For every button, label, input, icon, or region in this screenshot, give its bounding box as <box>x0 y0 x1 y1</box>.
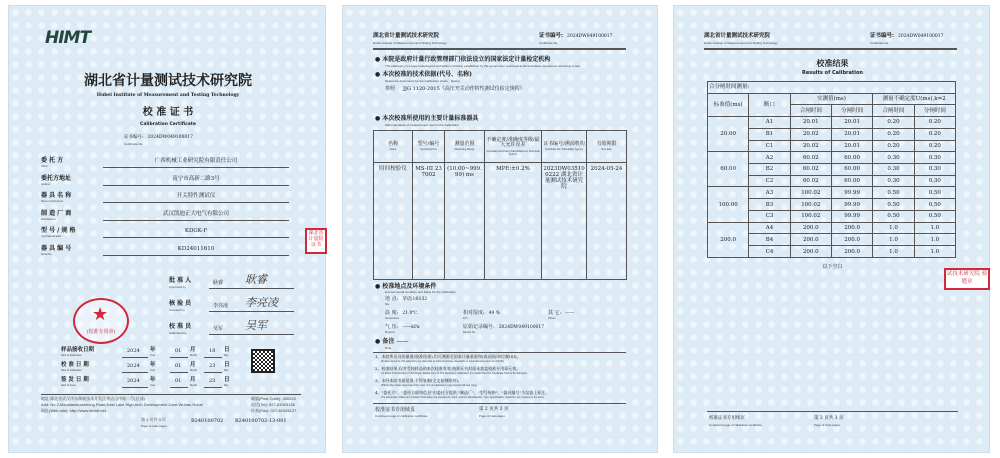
table-cell: 0.30 <box>914 164 955 176</box>
column-header: 不确定度/准确度等级/最大允许误差 Uncertainty/Accuracy Class/Maximum Permissible Error <box>485 131 542 163</box>
header-institute: 湖北省计量测试技术研究院 <box>373 33 440 39</box>
date-month: 01 <box>175 348 182 354</box>
field-value: 武汉凯迪正大电气有限公司 <box>162 210 229 217</box>
bullet-legal-en: This laboratory is a legal metrological verification institution established by the government metrological administrative department according to law. <box>385 64 581 68</box>
signatory-name: 吴军 <box>213 326 224 332</box>
certificate-title-en: Calibration Certificate <box>140 122 196 127</box>
table-cell: 200.0 <box>831 222 872 234</box>
table-row <box>708 187 956 199</box>
table-cell: 0.20 <box>873 140 914 152</box>
field-label: 型 号 / 规 格 <box>41 227 76 234</box>
column-header: 型号/编号 Type/Serial No. <box>413 131 445 163</box>
table-row <box>708 152 956 164</box>
date-day: 23 <box>209 363 216 369</box>
page-number-en: Page of total pages <box>814 423 840 427</box>
table-cell: 100.02 <box>790 210 831 222</box>
table-cell: 60.00 <box>831 152 872 164</box>
date-month: 01 <box>175 378 182 384</box>
field-value: 开关特性测试仪 <box>176 193 216 199</box>
report-code: B240100702 <box>191 418 224 424</box>
table-cell: 1.0 <box>873 222 914 234</box>
certificate-title: 校 准 证 书 <box>142 107 194 118</box>
table-cell: 20.01 <box>831 128 872 140</box>
standard-value: 60.00 <box>708 152 749 187</box>
table-cell: 99.99 <box>831 210 872 222</box>
table-cell: 0.20 <box>914 140 955 152</box>
date-year: 2024 <box>127 348 140 354</box>
table-cell: 20.01 <box>831 117 872 129</box>
date-unit-en: Year <box>150 369 156 372</box>
date-unit-en: Year <box>150 354 156 357</box>
date-underline <box>122 387 148 388</box>
date-unit-en: Month <box>190 369 197 372</box>
table-cell: B4 <box>749 234 790 246</box>
table-cell: 200.0 <box>831 246 872 258</box>
field-label: 器 具 编 号 <box>41 244 72 252</box>
table-cell: 0.50 <box>873 210 914 222</box>
date-unit: 年 <box>150 377 156 383</box>
note-item-en: The information Client and Contact Information are provided by client, and the Manufacturer, Type Specification, Serial No. are marked on the items. <box>381 396 545 399</box>
date-underline <box>122 357 148 358</box>
env-record-value: 2024DW049100017 <box>498 325 545 330</box>
field-label-en: Manufacturer <box>41 217 56 221</box>
table-cell: 0.30 <box>873 164 914 176</box>
cert-no-label-en: Certificate No. <box>124 142 144 146</box>
qr-code[interactable] <box>251 349 275 373</box>
table-cell: B1 <box>749 128 790 140</box>
himt-logo: HIMT <box>45 28 91 48</box>
reference-label: 参照 <box>385 86 396 92</box>
table-cell: 时间校验仪 <box>374 163 413 280</box>
page-number-en: Page of total pages <box>479 414 505 418</box>
table-cell: A1 <box>749 117 790 129</box>
table-cell: 0.20 <box>873 117 914 129</box>
address-cn: 地址:湖北省武汉市东湖新技术开发区茅店山中路二号(总部) <box>41 396 145 401</box>
page-number-en: Page of total pages <box>141 424 167 428</box>
env-other-label: 其 它: <box>548 310 562 316</box>
website[interactable]: 网址(Web-site): http://www.hbmtt.net <box>41 408 106 413</box>
date-unit-en: Month <box>190 354 197 357</box>
date-year: 2024 <box>127 363 140 369</box>
field-underline <box>103 220 289 221</box>
date-underline <box>204 372 222 373</box>
page-number: 第 3 页共 3 页 <box>814 416 844 421</box>
signature-role: 批 准 人 <box>169 277 192 284</box>
env-rh-label-en: R.H. <box>463 317 468 320</box>
env-record-row <box>463 325 544 331</box>
table-cell: 60.02 <box>790 152 831 164</box>
table-cell: 0.50 <box>873 199 914 211</box>
results-title-en: Results of Calibration <box>802 70 863 76</box>
bullet-standards-en: Main standards of measurement used in the Calibration <box>385 123 459 127</box>
table-cell: 0.50 <box>914 187 955 199</box>
note-item-en: All data issued by this laboratory are traceable to national primary standards or international system of units(SI). <box>381 360 505 363</box>
field-underline <box>103 167 289 168</box>
env-temp-row <box>385 311 417 317</box>
cert-no-label: 证书编号: <box>124 135 144 140</box>
table-cell: 0.30 <box>873 175 914 187</box>
env-temp-value: 21.0℃ <box>402 311 418 316</box>
signature-underline <box>209 334 294 335</box>
field-value: KDGK-F <box>184 228 208 234</box>
note-item: 1、本院所出具的量值(校准结果),均可溯源至国家计量基准和(或)国际单位制(SI)。 <box>375 354 521 359</box>
table-cell: 100.02 <box>790 199 831 211</box>
table-cell: 200.0 <box>790 246 831 258</box>
date-unit: 年 <box>150 362 156 368</box>
table-cell: 100.02 <box>790 187 831 199</box>
table-cell: 60.00 <box>831 164 872 176</box>
note-item: 3、未经本院书面批准,不得复制(全文复制除外)。 <box>375 378 462 383</box>
env-pressure-label: 气 压: <box>385 324 399 330</box>
date-underline <box>204 387 222 388</box>
cert-no-row <box>124 136 193 141</box>
header-break: 断口 <box>749 93 790 116</box>
env-record-label-en: Record No. <box>463 331 476 334</box>
reference-document: JJG 1120-2015《高压开关动作特性测试仪检定规程》 <box>403 86 525 92</box>
table-cell: A2 <box>749 152 790 164</box>
table-cell: 1.0 <box>873 234 914 246</box>
bullet-legal: ● 本院是政府计量行政管理部门依法设立的国家法定计量检定机构 <box>375 56 551 63</box>
header-open: 分闸时间 <box>831 105 872 117</box>
certificate-cover-page <box>8 5 326 453</box>
standards-table <box>373 130 627 280</box>
table-cell: 1.0 <box>914 234 955 246</box>
handwritten-signature: 李亮凌 <box>245 296 278 309</box>
bullet-reference-en: Reference documents for the Calibration (Code、Name) <box>385 79 460 83</box>
table-cell: 60.02 <box>790 175 831 187</box>
field-underline <box>103 185 289 186</box>
table-cell: 2024-05-24 <box>587 163 627 280</box>
certificate-page-3 <box>673 5 990 453</box>
table-cell: 200.0 <box>790 234 831 246</box>
date-unit: 日 <box>224 347 230 353</box>
table-row <box>708 222 956 234</box>
table-cell: 99.99 <box>831 199 872 211</box>
signature-role-en: Checked by <box>169 308 185 312</box>
table-cell: 1.0 <box>914 246 955 258</box>
certificate-page-2 <box>342 5 658 453</box>
reference-row <box>385 87 525 92</box>
table-row <box>708 117 956 129</box>
standard-value: 20.00 <box>708 117 749 152</box>
signature-role-en: Calibrated by <box>169 331 187 335</box>
table-cell: 0.50 <box>914 199 955 211</box>
header-open: 分闸时间 <box>914 105 955 117</box>
field-value: 广西机械工业研究院有限责任公司 <box>154 158 238 164</box>
env-pressure-value: ——kPa <box>402 325 420 330</box>
report-code-full: B240100702-13-001 <box>235 418 287 424</box>
date-label-en: Date of Application <box>61 354 82 357</box>
env-site-label-en: Site <box>385 303 390 306</box>
table-cell: 20.01 <box>831 140 872 152</box>
signature-role: 校 准 员 <box>169 323 192 330</box>
env-site-label: 地 点: <box>385 296 399 302</box>
header-institute-en: Hubei Institute of Measurement and Testing Technology <box>704 41 778 45</box>
env-record-label: 原始记录编号: <box>463 324 495 330</box>
env-rh-row <box>463 311 500 317</box>
page-number: 第 1 页共 3 页 <box>141 417 166 422</box>
bullet-reference: ● 本次校准的技术依据(代号、名称) <box>375 71 473 78</box>
date-unit-en: Day <box>224 369 229 372</box>
handwritten-signature: 耿睿 <box>245 273 267 286</box>
table-cell: C3 <box>749 210 790 222</box>
env-pressure-label-en: Pressure <box>385 331 396 334</box>
footer-label-en: Continued page of calibration certificate <box>375 414 428 418</box>
header-cert-no-row <box>539 34 612 40</box>
bullet-standards: ● 本次校准所使用的主要计量标准器具 <box>375 115 479 122</box>
note-en: Note <box>385 346 392 350</box>
header-institute: 湖北省计量测试技术研究院 <box>704 33 771 39</box>
date-underline <box>170 372 188 373</box>
table-cell: 60.00 <box>831 175 872 187</box>
table-cell: 2023DW035100222 湖北省计量测试技术研究院 <box>542 163 587 280</box>
env-temp-label: 温 度: <box>385 310 399 316</box>
calibration-seal <box>73 298 129 344</box>
handwritten-signature: 吴军 <box>245 319 267 332</box>
field-label-en: Type/Specification <box>41 235 62 238</box>
bullet-note: ● 备注 —— <box>375 338 409 345</box>
header-institute-en: Hubei Institute of Measurement and Testing Technology <box>373 41 447 45</box>
table-cell: 0.20 <box>914 117 955 129</box>
post-code: 邮编(Post Code): 430223 <box>251 396 296 401</box>
date-unit: 月 <box>190 377 196 383</box>
date-unit: 年 <box>150 347 156 353</box>
header-rule <box>704 48 957 50</box>
seal-caption: (校准专用章) <box>86 329 116 335</box>
table-cell: 1.0 <box>914 222 955 234</box>
date-label-en: Date of Calibration <box>61 369 82 372</box>
field-underline <box>103 237 289 238</box>
footer-label: 校准证书专用续页 <box>709 416 745 421</box>
header-cert-no-label: 证书编号: <box>539 33 564 39</box>
column-header: 测量范围 Measuring Range <box>445 131 485 163</box>
date-month: 01 <box>175 363 182 369</box>
signature-underline <box>209 311 294 312</box>
table-cell: 0.50 <box>914 210 955 222</box>
date-unit: 日 <box>224 377 230 383</box>
fax: 传真(Fax): 027-81925137 <box>251 408 297 413</box>
results-table <box>707 81 956 258</box>
note-item: 4、"委托方"、"委托方联络信息"由委托方提供,"制造厂"、"型号规格"、"器具编号"为仪器上标注。 <box>375 390 550 395</box>
date-unit-en: Day <box>224 354 229 357</box>
field-underline <box>103 255 289 256</box>
header-cert-no-label: 证书编号: <box>870 33 895 39</box>
table-cell: 0.30 <box>873 152 914 164</box>
header-uncertainty: 测量不确定度U(ms),k=2 <box>873 93 956 105</box>
field-value: 南宁市高新二路3号 <box>172 175 220 182</box>
env-other-label-en: Others <box>548 317 556 320</box>
date-year: 2024 <box>127 378 140 384</box>
table-cell: 20.02 <box>790 140 831 152</box>
signatory-name: 耿睿 <box>213 280 224 286</box>
date-underline <box>122 372 148 373</box>
page-number: 第 2 页共 3 页 <box>479 407 509 412</box>
footer-label: 校准证书专用续页 <box>375 407 416 413</box>
date-underline <box>204 357 222 358</box>
date-underline <box>170 387 188 388</box>
column-header: 有效期限 Due date <box>587 131 627 163</box>
table-cell: 20.02 <box>790 128 831 140</box>
signatory-name: 李亮凌 <box>213 303 229 309</box>
note-item-en: Without the written approval of the court, it is not allowed to copy (except full-text copy). <box>381 384 478 387</box>
env-rh-label: 相对湿度: <box>463 310 485 316</box>
table-cell: (10.00~999.99) ms <box>445 163 485 280</box>
table-cell: 0.50 <box>873 187 914 199</box>
table-cell: MPE:±0.2% <box>485 163 542 280</box>
table-cell: 99.99 <box>831 187 872 199</box>
date-label-en: Date of Issue <box>61 384 76 387</box>
table-cell: C4 <box>749 246 790 258</box>
table-cell: 1.0 <box>873 246 914 258</box>
table-cell: 60.02 <box>790 164 831 176</box>
header-cert-no: 2024DW049100017 <box>567 34 613 39</box>
env-rh-value: 49 % <box>488 311 501 316</box>
date-underline <box>170 357 188 358</box>
side-stamp: 湖北省计量院 证书 <box>305 228 327 254</box>
date-label: 签 发 日 期 <box>61 377 89 383</box>
field-value: KD24011610 <box>177 245 215 252</box>
date-unit: 日 <box>224 362 230 368</box>
table-cell: B3 <box>749 199 790 211</box>
header-standard-value: 标准值(ms) <box>708 93 749 116</box>
signature-role: 核 验 员 <box>169 300 192 307</box>
table-caption: 合分闸时间测量: <box>708 82 956 94</box>
header-cert-no-row <box>870 34 943 40</box>
date-unit-en: Year <box>150 384 156 387</box>
table-cell: 0.30 <box>914 152 955 164</box>
field-label: 器 具 名 称 <box>41 192 72 199</box>
table-cell: A3 <box>749 187 790 199</box>
header-close: 合闸时间 <box>873 105 914 117</box>
field-label: 委 托 方 <box>41 157 64 164</box>
table-cell: 200.0 <box>790 222 831 234</box>
blank-below-note: 以下空白 <box>822 264 843 270</box>
field-label-en: Address <box>41 182 51 186</box>
env-site-value: 茅店山8132 <box>402 297 428 302</box>
header-cert-no-label-en: Certificate No. <box>539 41 559 45</box>
table-cell: C1 <box>749 140 790 152</box>
note-item-en: It's Effect That Results of This Report Relate Only To The Sample(s) Calibrated. It's Invalid That The Certificate Cannot Be Stamped. <box>381 372 528 375</box>
field-label-en: Client <box>41 165 48 168</box>
date-day: 23 <box>209 378 216 384</box>
field-label: 制 造 厂 商 <box>41 209 72 217</box>
column-header: 证书编号/溯源机构 Certificate No./Traceability Agency <box>542 131 587 163</box>
field-label-en: Serial No. <box>41 252 52 256</box>
env-temp-label-en: Temperature <box>385 317 400 320</box>
env-other-row <box>548 311 574 317</box>
telephone: 电话(Tel): 027-81925136 <box>251 402 295 407</box>
date-unit-en: Month <box>190 384 197 387</box>
cert-no: 2024DW049100017 <box>147 135 193 140</box>
table-cell: C2 <box>749 175 790 187</box>
institute-name-en: Hubei Institute of Measurement and Testing Technology <box>96 93 240 98</box>
bullet-environment: ● 校准地点及环境条件 <box>375 283 437 290</box>
table-cell: 200.0 <box>831 234 872 246</box>
table-cell: A4 <box>749 222 790 234</box>
header-measured: 实测值(ms) <box>790 93 873 105</box>
bullet-environment-en: Environmental condition and Place for the Calibration <box>385 290 456 294</box>
table-cell: B2 <box>749 164 790 176</box>
env-pressure-row <box>385 325 420 331</box>
date-label: 样品接收日期 <box>61 347 95 353</box>
date-unit: 月 <box>190 347 196 353</box>
seam-stamp: 试技术研究院 骑缝章 <box>944 268 990 290</box>
date-day: 18 <box>209 348 216 354</box>
header-close: 合闸时间 <box>790 105 831 117</box>
field-label-en: Name of Instrument <box>41 200 63 203</box>
institute-name: 湖北省计量测试技术研究院 <box>84 73 252 89</box>
header-cert-no-label-en: Certificate No. <box>870 41 890 45</box>
date-unit: 月 <box>190 362 196 368</box>
date-label: 校 准 日 期 <box>61 362 89 368</box>
table-cell: 0.20 <box>873 128 914 140</box>
footer-label-en: Continued page of calibration certificate <box>709 423 762 427</box>
env-other-value: —— <box>565 311 575 316</box>
date-unit-en: Day <box>224 384 229 387</box>
header-rule <box>373 48 626 50</box>
table-cell: MS-III 237002 <box>413 163 445 280</box>
standard-value: 200.0 <box>708 222 749 257</box>
note-item: 2、校准结果,仅对受校样品的本次校准有效,校准证书封面未加盖校准专用章无效。 <box>375 366 521 371</box>
signature-role-en: Approved by <box>169 285 186 289</box>
address-en: Add: No.2,Maodianshanzhong Road,East Lake High-tech Development Zone,Wuhan,Hubei <box>41 402 203 407</box>
header-cert-no: 2024DW049100017 <box>898 34 944 39</box>
env-site-row <box>385 297 427 303</box>
results-title: 校准结果 <box>816 58 849 68</box>
standard-value: 100.00 <box>708 187 749 222</box>
table-cell: 0.30 <box>914 175 955 187</box>
column-header: 名称 Name <box>374 131 413 163</box>
signature-underline <box>209 288 294 289</box>
table-cell: 20.01 <box>790 117 831 129</box>
table-cell: 0.20 <box>914 128 955 140</box>
star-icon: ★ <box>92 304 109 325</box>
field-label: 委托方地址 <box>41 174 72 182</box>
field-underline <box>103 202 289 203</box>
